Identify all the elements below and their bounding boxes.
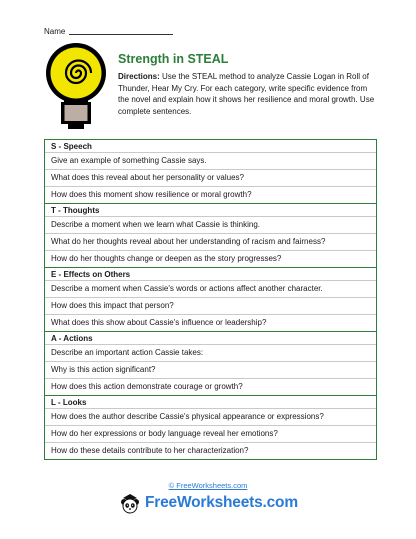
lightbulb-icon [36, 40, 116, 140]
question-row[interactable]: Describe a moment when Cassie's words or actions affect another character. [45, 280, 376, 297]
steal-worksheet [44, 139, 377, 460]
page-title: Strength in STEAL [118, 52, 229, 66]
question-row[interactable]: What does this reveal about her personality or values? [45, 169, 376, 186]
question-row[interactable]: How do her expressions or body language reveal her emotions? [45, 425, 376, 442]
question-row[interactable]: What does this show about Cassie's influence or leadership? [45, 314, 376, 331]
section-title: E - Effects on Others [51, 270, 131, 279]
section-speech [45, 140, 376, 203]
directions-body: Use the STEAL method to analyze Cassie Logan in Roll of Thunder, Hear My Cry. For each category, write specific evidence from the novel and explain how it shows her resilience and moral growth. Use complete sentences. [118, 72, 375, 116]
question-row[interactable]: Describe a moment when we learn what Cassie is thinking. [45, 216, 376, 233]
panda-logo-icon [118, 492, 142, 514]
question-row[interactable]: How do these details contribute to her characterization? [45, 442, 376, 459]
name-line-blank[interactable] [69, 34, 173, 35]
section-effects-on-others [45, 267, 376, 331]
question-row[interactable]: Give an example of something Cassie says. [45, 152, 376, 169]
footer-logo[interactable] [118, 491, 298, 515]
section-thoughts [45, 203, 376, 267]
section-actions [45, 331, 376, 395]
logo-text: FreeWorksheets.com [145, 494, 298, 511]
section-title: L - Looks [51, 398, 87, 407]
name-label: Name [44, 27, 66, 36]
section-title: A - Actions [51, 334, 93, 343]
question-row[interactable]: How does this action demonstrate courage or growth? [45, 378, 376, 395]
question-row[interactable]: How does this impact that person? [45, 297, 376, 314]
section-looks [45, 395, 376, 459]
question-row[interactable]: How does this moment show resilience or moral growth? [45, 186, 376, 203]
question-row[interactable]: Describe an important action Cassie takes: [45, 344, 376, 361]
section-title: S - Speech [51, 142, 92, 151]
question-row[interactable]: How do her thoughts change or deepen as the story progresses? [45, 250, 376, 267]
question-row[interactable]: How does the author describe Cassie's physical appearance or expressions? [45, 408, 376, 425]
directions-label: Directions: [118, 72, 160, 81]
directions-text [118, 71, 376, 117]
question-row[interactable]: Why is this action significant? [45, 361, 376, 378]
question-row[interactable]: What do her thoughts reveal about her understanding of racism and fairness? [45, 233, 376, 250]
section-title: T - Thoughts [51, 206, 100, 215]
name-field [44, 27, 173, 36]
footer-link[interactable]: © FreeWorksheets.com [168, 481, 248, 490]
